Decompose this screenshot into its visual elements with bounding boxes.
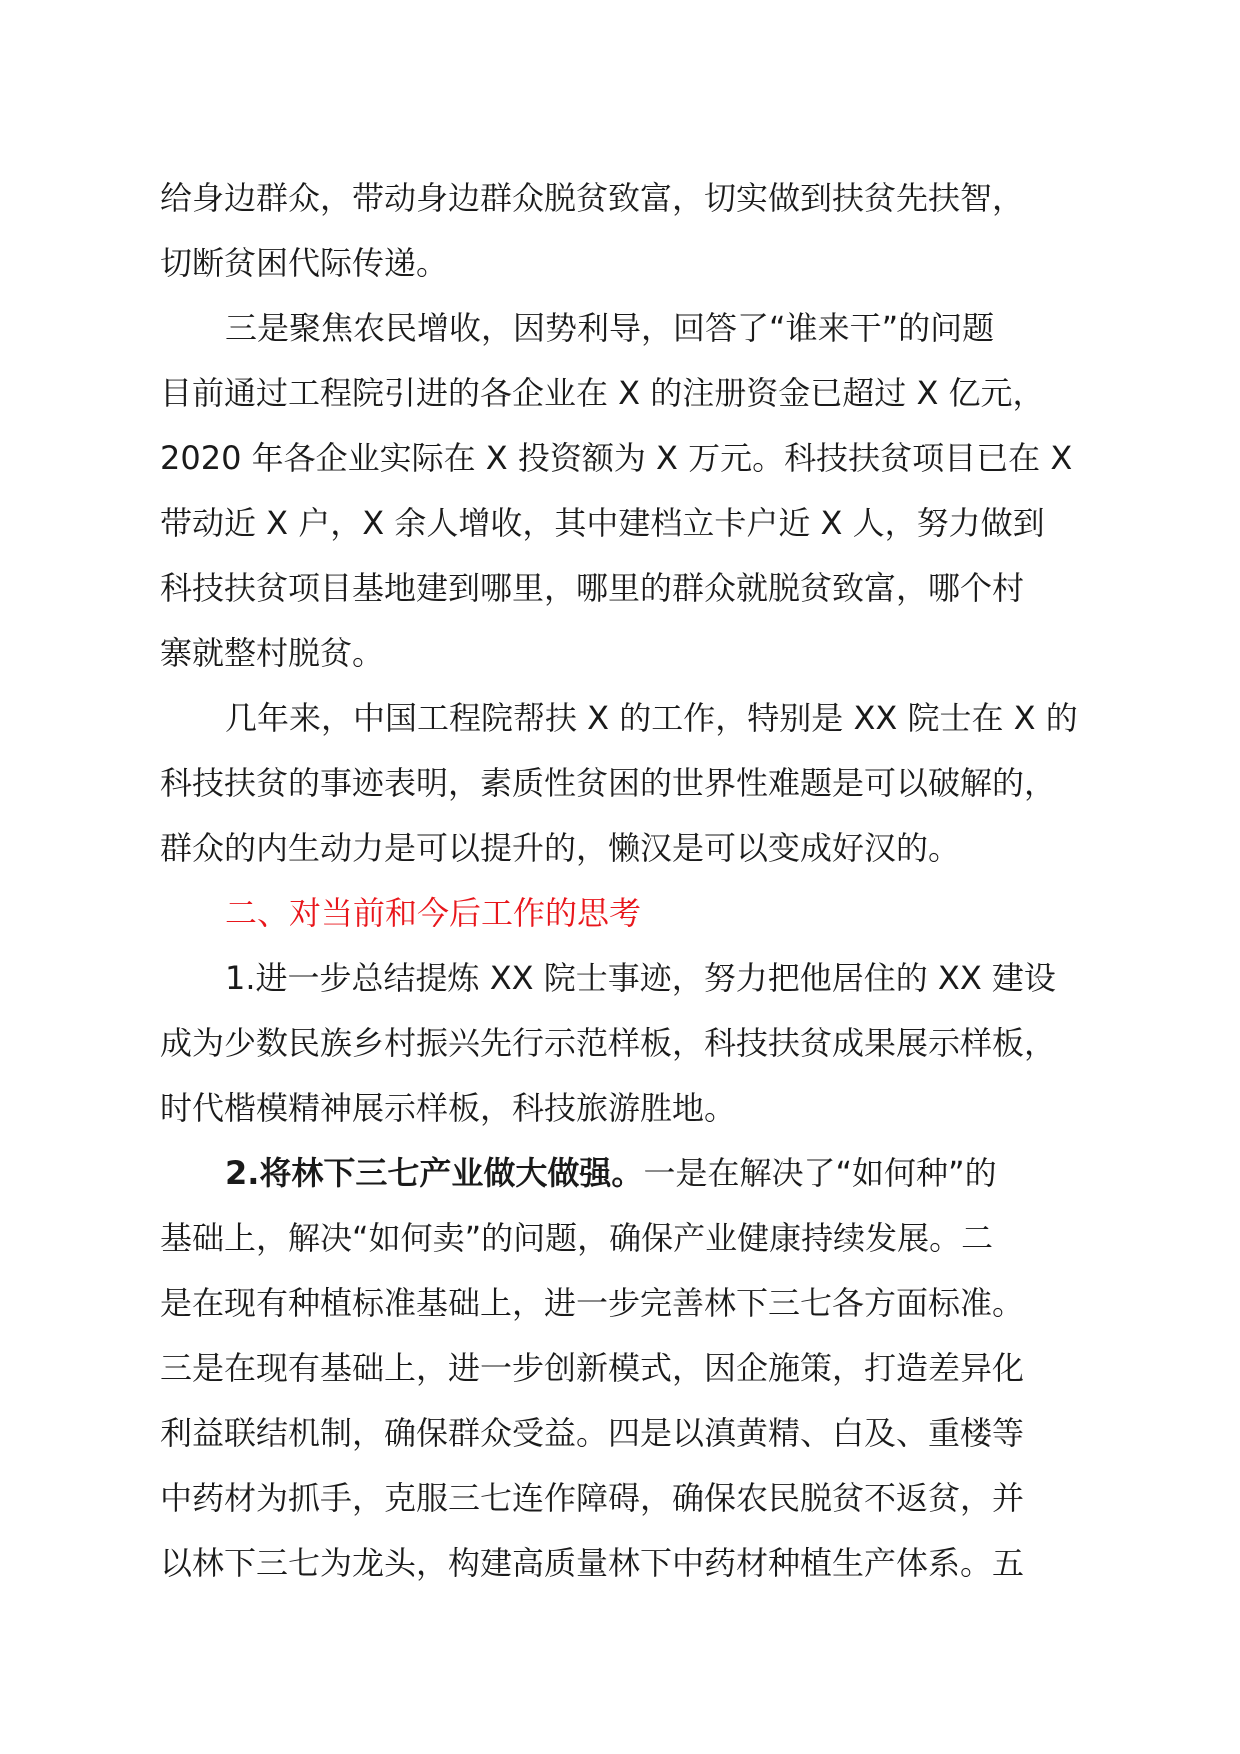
text-line: 2020 年各企业实际在 X 投资额为 X 万元。科技扶贫项目已在 X [160, 439, 1073, 477]
bold-lead: 2.将林下三七产业做大做强。 [225, 1154, 644, 1192]
paragraph-4 [160, 946, 1120, 1141]
text-line: 三是聚焦农民增收，因势利导，回答了“谁来干”的问题 [225, 309, 995, 347]
text-line: 切断贫困代际传递。 [160, 244, 449, 282]
text-line: 中药材为抓手，克服三七连作障碍，确保农民脱贫不返贫，并 [160, 1479, 1025, 1517]
text-line: 1.进一步总结提炼 XX 院士事迹，努力把他居住的 XX 建设 [225, 959, 1056, 997]
paragraph-2 [160, 296, 1120, 686]
text-line: 目前通过工程院引进的各企业在 X 的注册资金已超过 X 亿元， [160, 374, 1045, 412]
section-heading: 二、对当前和今后工作的思考 [225, 894, 642, 932]
document-page [160, 166, 1120, 1596]
text-line [160, 1141, 1120, 1206]
text-line: 利益联结机制，确保群众受益。四是以滇黄精、白及、重楼等 [160, 1414, 1025, 1452]
text-line: 三是在现有基础上，进一步创新模式，因企施策，打造差异化 [160, 1349, 1025, 1387]
text-line: 几年来，中国工程院帮扶 X 的工作，特别是 XX 院士在 X 的 [225, 699, 1078, 737]
text-line: 科技扶贫的事迹表明，素质性贫困的世界性难题是可以破解的， [160, 764, 1057, 802]
paragraph-1 [160, 166, 1120, 296]
text-line: 寨就整村脱贫。 [160, 634, 385, 672]
paragraph-5 [160, 1141, 1120, 1596]
text-line: 是在现有种植标准基础上，进一步完善林下三七各方面标准。 [160, 1284, 1025, 1322]
text-line: 科技扶贫项目基地建到哪里，哪里的群众就脱贫致富，哪个村 [160, 569, 1025, 607]
text-run: 一是在解决了“如何种”的 [643, 1154, 997, 1192]
text-line: 群众的内生动力是可以提升的，懒汉是可以变成好汉的。 [160, 829, 961, 867]
text-line: 基础上，解决“如何卖”的问题，确保产业健康持续发展。二 [160, 1219, 994, 1257]
text-line: 以林下三七为龙头，构建高质量林下中药材种植生产体系。五 [160, 1544, 1025, 1582]
text-line: 成为少数民族乡村振兴先行示范样板，科技扶贫成果展示样板， [160, 1024, 1057, 1062]
text-line: 给身边群众，带动身边群众脱贫致富，切实做到扶贫先扶智， [160, 179, 1025, 217]
text-line: 带动近 X 户，X 余人增收，其中建档立卡户近 X 人，努力做到 [160, 504, 1045, 542]
paragraph-3 [160, 686, 1120, 881]
text-line: 时代楷模精神展示样板，科技旅游胜地。 [160, 1089, 737, 1127]
